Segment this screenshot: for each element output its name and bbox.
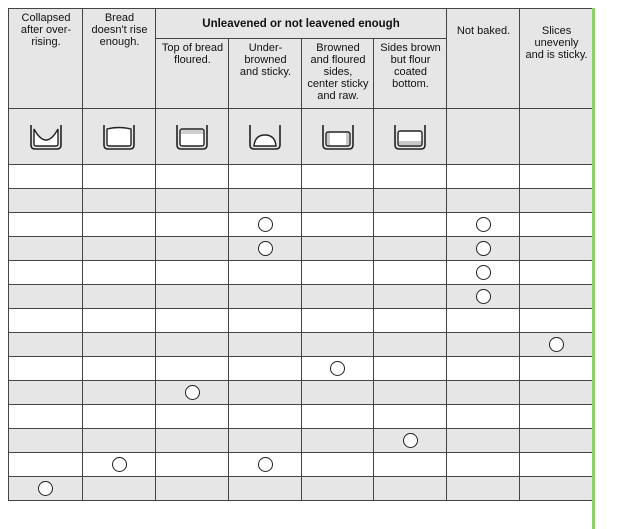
table-cell — [374, 405, 447, 429]
table-cell — [447, 213, 520, 237]
table-cell — [520, 213, 592, 237]
table-cell — [302, 453, 374, 477]
header-collapsed: Collapsed after over-rising. — [9, 9, 83, 109]
table-cell — [520, 189, 592, 213]
table-row — [9, 429, 593, 453]
table-cell — [447, 189, 520, 213]
collapsed-loaf-icon — [9, 109, 83, 165]
table-row — [9, 213, 593, 237]
table-cell — [229, 285, 302, 309]
table-cell — [447, 333, 520, 357]
table-cell — [447, 429, 520, 453]
icon-cell-empty — [520, 109, 592, 165]
table-cell — [9, 381, 83, 405]
table-cell — [520, 333, 592, 357]
table-cell — [156, 333, 229, 357]
table-cell — [156, 429, 229, 453]
table-cell — [229, 477, 302, 501]
table-cell — [229, 261, 302, 285]
table-row — [9, 381, 593, 405]
table-cell — [374, 333, 447, 357]
table-cell — [156, 165, 229, 189]
table-cell — [83, 333, 156, 357]
icon-cell-empty — [447, 109, 520, 165]
table-cell — [83, 165, 156, 189]
table-cell — [447, 165, 520, 189]
table-cell — [520, 477, 592, 501]
table-cell — [156, 309, 229, 333]
table-cell — [302, 429, 374, 453]
header-not-baked: Not baked. — [447, 9, 520, 109]
header-floured-sides: Browned and floured sides, center sticky and raw. — [302, 39, 374, 109]
circle-mark-icon — [330, 361, 345, 376]
table-cell — [447, 285, 520, 309]
circle-mark-icon — [476, 241, 491, 256]
table-cell — [374, 237, 447, 261]
table-cell — [447, 477, 520, 501]
header-underbrowned: Under-browned and sticky. — [229, 39, 302, 109]
circle-mark-icon — [258, 457, 273, 472]
table-cell — [520, 309, 592, 333]
underbrowned-loaf-icon — [229, 109, 302, 165]
table-cell — [83, 213, 156, 237]
circle-mark-icon — [258, 241, 273, 256]
table-cell — [229, 453, 302, 477]
table-cell — [229, 165, 302, 189]
table-cell — [374, 189, 447, 213]
table-cell — [302, 333, 374, 357]
table-cell — [156, 381, 229, 405]
table-cell — [520, 357, 592, 381]
header-floured-bottom: Sides brown but flour coated bottom. — [374, 39, 447, 109]
short-loaf-icon — [83, 109, 156, 165]
table-row — [9, 453, 593, 477]
table-cell — [520, 453, 592, 477]
table-cell — [9, 309, 83, 333]
table-cell — [302, 261, 374, 285]
table-cell — [374, 213, 447, 237]
table-cell — [447, 381, 520, 405]
table-cell — [520, 405, 592, 429]
table-row — [9, 237, 593, 261]
table-row — [9, 477, 593, 501]
table-cell — [447, 453, 520, 477]
table-cell — [374, 381, 447, 405]
table-cell — [83, 405, 156, 429]
table-cell — [374, 477, 447, 501]
table-cell — [9, 213, 83, 237]
table-cell — [156, 213, 229, 237]
table-cell — [302, 309, 374, 333]
table-cell — [156, 189, 229, 213]
table-body — [9, 165, 593, 501]
table-cell — [374, 285, 447, 309]
table-cell — [520, 165, 592, 189]
table-cell — [229, 213, 302, 237]
header-top-floured: Top of bread floured. — [156, 39, 229, 109]
table-cell — [302, 405, 374, 429]
table-cell — [302, 477, 374, 501]
table-cell — [229, 429, 302, 453]
table-cell — [302, 237, 374, 261]
table-cell — [156, 237, 229, 261]
table-cell — [9, 405, 83, 429]
floured-sides-loaf-icon — [302, 109, 374, 165]
table-cell — [447, 357, 520, 381]
table-cell — [156, 477, 229, 501]
table-cell — [9, 285, 83, 309]
table-cell — [520, 237, 592, 261]
table-cell — [83, 237, 156, 261]
table-row — [9, 165, 593, 189]
circle-mark-icon — [476, 217, 491, 232]
table-cell — [520, 429, 592, 453]
table-cell — [9, 165, 83, 189]
table-cell — [229, 357, 302, 381]
table-cell — [83, 357, 156, 381]
table-cell — [9, 477, 83, 501]
table-cell — [229, 333, 302, 357]
table-cell — [83, 189, 156, 213]
table-cell — [9, 429, 83, 453]
troubleshooting-table-frame — [8, 8, 592, 529]
table-cell — [374, 357, 447, 381]
table-cell — [83, 285, 156, 309]
table-cell — [447, 405, 520, 429]
table-cell — [374, 429, 447, 453]
table-cell — [229, 381, 302, 405]
table-cell — [229, 405, 302, 429]
circle-mark-icon — [476, 289, 491, 304]
circle-mark-icon — [403, 433, 418, 448]
table-row — [9, 333, 593, 357]
table-cell — [302, 357, 374, 381]
table-cell — [302, 381, 374, 405]
header-no-rise: Bread doesn't rise enough. — [83, 9, 156, 109]
circle-mark-icon — [476, 265, 491, 280]
table-cell — [83, 261, 156, 285]
table-cell — [83, 309, 156, 333]
icon-row — [9, 109, 593, 165]
table-row — [9, 285, 593, 309]
table-cell — [302, 189, 374, 213]
table-cell — [9, 237, 83, 261]
table-row — [9, 357, 593, 381]
table-cell — [302, 213, 374, 237]
table-row — [9, 189, 593, 213]
troubleshooting-table — [8, 8, 592, 501]
table-header — [9, 9, 593, 165]
header-slices-unevenly: Slices unevenly and is sticky. — [520, 9, 592, 109]
table-cell — [83, 429, 156, 453]
circle-mark-icon — [38, 481, 53, 496]
table-cell — [302, 165, 374, 189]
table-cell — [156, 405, 229, 429]
circle-mark-icon — [549, 337, 564, 352]
table-cell — [302, 285, 374, 309]
table-row — [9, 309, 593, 333]
table-cell — [9, 333, 83, 357]
table-cell — [447, 261, 520, 285]
table-cell — [9, 189, 83, 213]
page-edge-accent — [592, 8, 595, 529]
table-row — [9, 405, 593, 429]
table-cell — [229, 309, 302, 333]
circle-mark-icon — [258, 217, 273, 232]
table-cell — [520, 285, 592, 309]
table-cell — [83, 477, 156, 501]
table-cell — [447, 309, 520, 333]
table-row — [9, 261, 593, 285]
circle-mark-icon — [112, 457, 127, 472]
table-cell — [83, 381, 156, 405]
table-cell — [520, 381, 592, 405]
table-cell — [156, 453, 229, 477]
circle-mark-icon — [185, 385, 200, 400]
table-cell — [374, 309, 447, 333]
table-cell — [83, 453, 156, 477]
table-cell — [520, 261, 592, 285]
table-cell — [9, 357, 83, 381]
table-cell — [374, 261, 447, 285]
floured-top-loaf-icon — [156, 109, 229, 165]
table-cell — [374, 453, 447, 477]
floured-bottom-loaf-icon — [374, 109, 447, 165]
table-cell — [374, 165, 447, 189]
table-cell — [9, 261, 83, 285]
table-cell — [156, 285, 229, 309]
table-cell — [229, 189, 302, 213]
table-cell — [156, 261, 229, 285]
table-cell — [9, 453, 83, 477]
table-cell — [229, 237, 302, 261]
table-cell — [447, 237, 520, 261]
header-group-unleavened: Unleavened or not leavened enough — [156, 9, 447, 39]
table-cell — [156, 357, 229, 381]
